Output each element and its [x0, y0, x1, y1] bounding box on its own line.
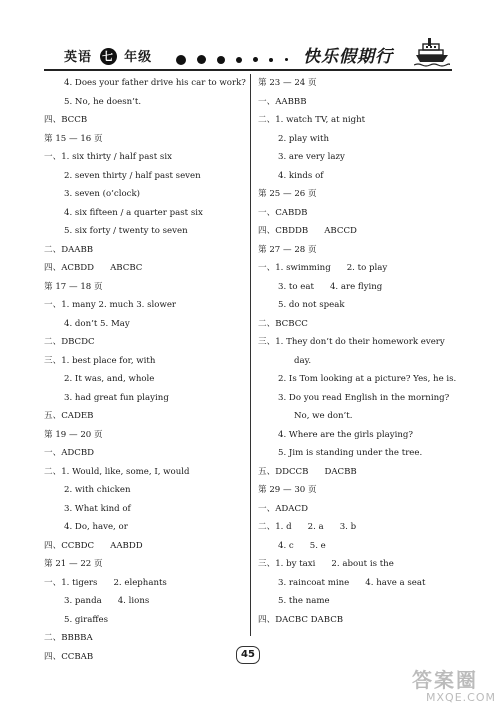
answer-text: 一、ADACD [258, 503, 308, 514]
answer-line [44, 389, 244, 408]
answer-line [258, 315, 458, 334]
dot-icon [197, 55, 206, 64]
watermark [412, 668, 496, 708]
answer-line [258, 74, 458, 93]
answer-line [258, 296, 458, 315]
answer-line [258, 537, 458, 556]
answer-text: 四、DACBC DABCB [258, 614, 344, 625]
answer-text: 一、1. swimming [258, 263, 331, 273]
answer-line [44, 537, 244, 556]
answer-line [258, 407, 458, 426]
answer-text: 二、BBBBA [44, 633, 93, 643]
answer-line [258, 555, 458, 574]
answer-text: 三、1. best place for, with [44, 355, 156, 366]
answer-text: 五、CADEB [44, 411, 94, 421]
dot-icon [253, 57, 258, 62]
answer-text: 第 19 — 20 页 [44, 429, 103, 440]
answer-line [44, 463, 244, 482]
answer-text-extra: AABDD [110, 540, 143, 551]
subject-right: 年级 [124, 50, 153, 65]
answer-text: 5. do not speak [278, 300, 345, 310]
answer-line [258, 333, 458, 352]
answer-line [258, 241, 458, 260]
answer-text: 一、AABBB [258, 96, 307, 107]
answer-line [44, 574, 244, 593]
answer-line [44, 185, 244, 204]
answer-text: 5. six forty / twenty to seven [64, 226, 188, 236]
answer-line [44, 241, 244, 260]
answer-line [44, 444, 244, 463]
answer-line [44, 407, 244, 426]
ship-icon [414, 36, 450, 68]
answer-text: 4. Do, have, or [64, 522, 128, 532]
answer-text: 第 23 — 24 页 [258, 78, 317, 88]
answer-text: 五、DDCCB [258, 466, 309, 477]
dot-icon [269, 58, 273, 62]
answer-text-extra: 4. lions [117, 596, 150, 606]
answer-line [258, 130, 458, 149]
watermark-top: 答案圈 [412, 668, 478, 692]
answer-text: 3. Do you read English in the morning? [278, 392, 450, 403]
answer-text: 3. are very lazy [278, 152, 345, 162]
answer-text: 第 21 — 22 页 [44, 559, 103, 569]
answer-text: 5. giraffes [64, 614, 109, 625]
answer-text: 4. c [278, 540, 294, 551]
answer-text-extra: 2. elephants [113, 577, 167, 588]
answer-text: 2. seven thirty / half past seven [64, 170, 201, 181]
answer-line [44, 648, 244, 667]
answer-line [44, 148, 244, 167]
answer-text: 四、CCBAB [44, 651, 94, 662]
answer-text: 四、BCCB [44, 115, 88, 125]
answer-text-extra: DACBB [324, 466, 357, 477]
answer-line [44, 167, 244, 186]
answer-text: 第 27 — 28 页 [258, 244, 317, 255]
grade-badge: 七 [100, 48, 117, 65]
answer-line [258, 444, 458, 463]
answer-line [258, 481, 458, 500]
answer-line [258, 111, 458, 130]
answers-left-column [44, 74, 244, 666]
answer-text: 二、1. d [258, 522, 292, 532]
answer-line [44, 629, 244, 648]
answer-text: 三、1. by taxi [258, 559, 316, 569]
answer-line [258, 185, 458, 204]
answer-line [44, 555, 244, 574]
answer-text: 4. don’t 5. May [64, 318, 130, 329]
answer-text: 2. play with [278, 133, 329, 144]
dot-icon [285, 58, 288, 61]
answer-line [258, 463, 458, 482]
answer-text: day. [294, 355, 312, 366]
answer-text: 一、1. many 2. much 3. slower [44, 300, 177, 310]
answer-line [44, 130, 244, 149]
subject-label [64, 46, 152, 65]
answer-line [44, 204, 244, 223]
answer-text: 一、1. tigers [44, 577, 98, 588]
answer-text: 二、1. watch TV, at night [258, 115, 366, 125]
answer-line [44, 592, 244, 611]
answer-line [258, 222, 458, 241]
answer-text: 3. panda [64, 596, 102, 606]
answer-text-extra: 4. have a seat [365, 577, 426, 588]
answer-line [44, 111, 244, 130]
answer-text: 3. raincoat mine [278, 577, 350, 588]
answer-line [258, 167, 458, 186]
answer-line [44, 333, 244, 352]
answer-text: 3. to eat [278, 281, 314, 292]
answer-text: 四、CCBDC [44, 540, 95, 551]
answer-text: 二、BCBCC [258, 318, 308, 329]
answer-text: 四、ACBDD [44, 263, 95, 273]
answer-line [258, 259, 458, 278]
answer-text: 2. It was, and, whole [64, 374, 155, 384]
answer-text: 第 29 — 30 页 [258, 485, 317, 495]
answer-line [44, 222, 244, 241]
dot-icon [236, 57, 242, 63]
answer-line [258, 93, 458, 112]
answer-line [44, 315, 244, 334]
answer-text: 4. Where are the girls playing? [278, 429, 414, 440]
answer-line [258, 592, 458, 611]
answer-line [258, 611, 458, 630]
answer-line [258, 204, 458, 223]
answer-line [44, 93, 244, 112]
answer-text-extra: 3. b [339, 522, 357, 532]
answer-line [258, 148, 458, 167]
answer-text: 一、ADCBD [44, 448, 95, 458]
answer-text: 四、CBDDB [258, 226, 309, 236]
answer-text: 5. No, he doesn’t. [64, 96, 142, 107]
book-title: 快乐假期行 [303, 47, 393, 67]
answer-text: 第 25 — 26 页 [258, 189, 317, 199]
dot-icon [176, 55, 186, 65]
answer-text: 三、1. They don’t do their homework every [258, 337, 445, 347]
answer-line [44, 278, 244, 297]
page-number: 45 [236, 646, 260, 664]
answer-line [44, 481, 244, 500]
answer-text: 4. six fifteen / a quarter past six [64, 207, 203, 218]
answer-line [258, 574, 458, 593]
subject-left: 英语 [64, 50, 93, 65]
answer-line [258, 500, 458, 519]
answer-text-extra: 4. are flying [329, 281, 383, 292]
column-divider [250, 74, 251, 636]
answer-text: 5. the name [278, 596, 330, 606]
answer-line [44, 611, 244, 630]
answer-line [44, 259, 244, 278]
answer-text: 3. seven (o’clock) [64, 189, 141, 199]
answer-line [258, 518, 458, 537]
answer-text: 4. Does your father drive his car to work? [64, 78, 246, 88]
answer-line [44, 500, 244, 519]
answer-text: 5. Jim is standing under the tree. [278, 448, 423, 458]
answer-line [258, 278, 458, 297]
answer-line [44, 296, 244, 315]
header-rule [44, 69, 452, 71]
answer-line [44, 426, 244, 445]
page-header [0, 0, 500, 72]
answer-text-extra: 2. a [307, 522, 324, 532]
answer-line [258, 370, 458, 389]
answer-line [44, 352, 244, 371]
answer-text-extra: ABCBC [110, 263, 143, 273]
answer-line [258, 389, 458, 408]
answer-text: 一、CABDB [258, 207, 308, 218]
answer-text: No, we don’t. [294, 411, 353, 421]
answer-line [258, 352, 458, 371]
answer-text: 二、DBCDC [44, 337, 95, 347]
answers-right-column [258, 74, 458, 629]
answer-text-extra: 2. about is the [331, 559, 394, 569]
dot-icon [217, 56, 225, 64]
answer-text: 一、1. six thirty / half past six [44, 152, 172, 162]
answer-text-extra: 2. to play [346, 263, 388, 273]
answer-line [44, 370, 244, 389]
answer-text: 第 15 — 16 页 [44, 133, 103, 144]
answer-text: 3. What kind of [64, 503, 131, 514]
answer-text-extra: ABCCD [324, 226, 357, 236]
answer-text: 4. kinds of [278, 170, 324, 181]
answer-line [44, 518, 244, 537]
answer-text: 二、1. Would, like, some, I, would [44, 466, 190, 477]
answer-line [44, 74, 244, 93]
answer-text: 第 17 — 18 页 [44, 281, 103, 292]
answer-text: 2. Is Tom looking at a picture? Yes, he is. [278, 374, 457, 384]
answer-line [258, 426, 458, 445]
answer-text-extra: 5. e [309, 540, 326, 551]
answer-text: 2. with chicken [64, 485, 131, 495]
answer-text: 3. had great fun playing [64, 392, 169, 403]
answer-text: 二、DAABB [44, 244, 94, 255]
watermark-bottom: MXQE.COM [426, 691, 496, 704]
decorative-dots [176, 49, 294, 68]
